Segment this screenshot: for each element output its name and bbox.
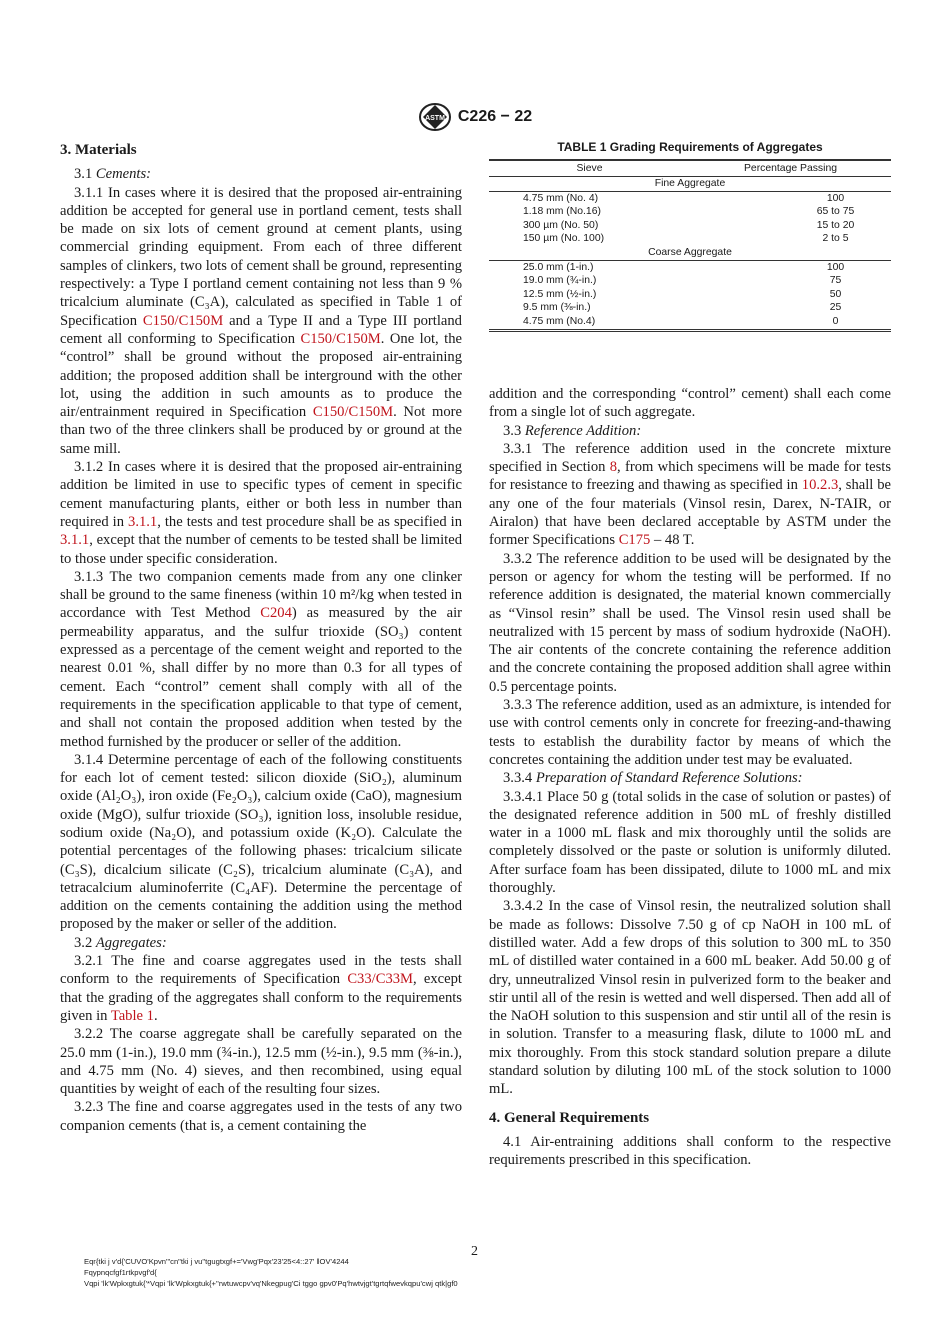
text-run: 3.3.4 bbox=[503, 770, 536, 787]
percentage-cell: 0 bbox=[832, 315, 839, 327]
paragraph bbox=[60, 952, 462, 1025]
text-run: , from which specimens will be made for tests for resistance to freezing and thawing as specified in bbox=[489, 459, 892, 494]
footer-license bbox=[84, 1256, 458, 1290]
footer-line: Eqr{tki j v'd{'CUVO'Kpvn'"cn"tki j vu"tgugtxgf+='Vwg'Pqx'23'25<4::27' ‖OV'4244 bbox=[84, 1257, 349, 1266]
paragraph bbox=[60, 184, 462, 458]
table-1 bbox=[489, 140, 891, 332]
text-run: 3.2 bbox=[74, 934, 96, 951]
cross-reference-link[interactable]: Table 1 bbox=[110, 1007, 154, 1024]
sieve-cell: 4.75 mm (No. 4) bbox=[523, 192, 599, 204]
paragraph bbox=[60, 458, 462, 568]
cross-reference-link[interactable]: C150/C150M bbox=[142, 312, 224, 329]
sieve-cell: 1.18 mm (No.16) bbox=[523, 206, 601, 218]
percentage-cell: 75 bbox=[829, 275, 842, 287]
text-run: ) as measured by the air permeability apparatus, and the sulfur trioxide (SO₃) content expressed as a percentage of the cement weight and reported to the nearest 0.01 %, shall differ by no more than 0.3 for all types of cement. Each “control” cement shall comply with all of the requirements in the specification applicable to that type of cement, and shall not contain the proposed addition when tested by the method furnished by the producer or seller of the addition. bbox=[60, 605, 462, 750]
percentage-cell: 15 to 20 bbox=[816, 219, 855, 231]
table-caption: TABLE 1 Grading Requirements of Aggregates bbox=[557, 140, 823, 154]
astm-logo bbox=[418, 102, 452, 132]
paragraph bbox=[489, 696, 891, 769]
text-run: . One lot, the “control” shall be ground without the proposed air-entraining addition; the proposed addition shall be interground with the other lot, using the addition in such amounts as to produce the air/entrainment required in Specification bbox=[60, 330, 462, 421]
italic-heading: Aggregates: bbox=[95, 934, 167, 951]
grading-table bbox=[489, 159, 891, 332]
footer-line: Vqpi 'lk'Wpkxgtuk{'*Vqpi 'lk'Wpkxgtuk{+''rwtuwcpv'vq'Nkegpug'Ci tggo gpv0'Pq'hwtvjgt'tgrtqfwevkqpu'cwj qtk|gf0 bbox=[84, 1279, 458, 1289]
percentage-cell: 100 bbox=[826, 261, 845, 273]
paragraph bbox=[60, 568, 462, 751]
paragraph bbox=[60, 1098, 462, 1135]
paragraph bbox=[489, 897, 891, 1098]
section-heading: 3. Materials bbox=[60, 142, 137, 158]
footer-line: Fqypnqcfgf1rtkpvgf'd{ bbox=[84, 1268, 157, 1278]
text-run: – 48 T. bbox=[650, 532, 695, 549]
text-run: 3.2.3 The fine and coarse aggregates used in the tests of any two companion cements (that is, a cement containing the bbox=[60, 1099, 462, 1134]
text-run: 3.3.4.1 Place 50 g (total solids in the case of solution or pastes) of the designated reference addition in 500 mL of freshly distilled water in a 1000 mL flask and mix thoroughly until the solids are completely dissolved or the paste or solution is uniformly diluted. After surface foam has been dissipated, dilute to 1000 mL and mix thoroughly. bbox=[489, 788, 891, 897]
group-label: Fine Aggregate bbox=[489, 177, 891, 192]
text-run: 3.2.1 The fine and coarse aggregates used in the tests shall conform to the requirements of Specification bbox=[60, 953, 462, 988]
percentage-cell: 65 to 75 bbox=[816, 206, 855, 218]
text-run: , except that the number of cements to be tested shall be limited to those under specific consideration. bbox=[60, 532, 462, 567]
cross-reference-link[interactable]: C150/C150M bbox=[312, 404, 394, 421]
sieve-cell: 12.5 mm (½-in.) bbox=[523, 288, 597, 300]
paragraph bbox=[60, 934, 462, 952]
cross-reference-link[interactable]: C204 bbox=[260, 605, 292, 622]
section-heading: 4. General Requirements bbox=[489, 1109, 650, 1126]
cross-reference-link[interactable]: C150/C150M bbox=[300, 330, 381, 347]
cross-reference-link[interactable]: 3.1.1 bbox=[128, 513, 158, 530]
text-run: 3.3.3 The reference addition, used as an admixture, is intended for use with control cements only in concrete for freezing-and-thawing tests to establish the durability factor by means of which the concretes containing the addition under test may be evaluated. bbox=[489, 697, 891, 768]
sieve-cell: 150 µm (No. 100) bbox=[523, 233, 605, 245]
text-run: , except that the grading of the aggregates shall conform to the requirements given in bbox=[60, 971, 462, 1024]
text-run: 3.1.2 In cases where it is desired that the proposed air-entraining addition be limited in use to specific types of cement in specific cement manufacturing plants, either or both less in number than required in bbox=[60, 459, 462, 530]
paragraph bbox=[489, 422, 891, 440]
text-run: 3.1.3 The two companion cements made from any one clinker shall be ground to the same fineness (within 10 m²/kg when tested in accordance with Test Method bbox=[60, 568, 462, 622]
table-row bbox=[489, 191, 891, 205]
cross-reference-link[interactable]: 8 bbox=[609, 459, 618, 476]
text-run: 3.3.2 The reference addition to be used will be designated by the person or agency for whom the testing will be performed. If no reference addition is designated, the material known commercially as “Vinsol resin” shall be used. The Vinsol resin used shall be neutralized with 15 percent by mass of sodium hydroxide (NaOH). The air contents of the concrete containing the reference addition and the concrete containing the proposed addition shall agree within 0.5 percentage points. bbox=[489, 550, 891, 695]
text-run: 3.3 bbox=[503, 422, 525, 439]
paragraph bbox=[60, 751, 462, 934]
paragraph bbox=[489, 440, 891, 550]
table-row bbox=[489, 205, 891, 219]
text-run: 3.2.2 The coarse aggregate shall be carefully separated on the 25.0 mm (1-in.), 19.0 mm (¾-in.), 12.5 mm (½-in.), 9.5 mm (⅜-in.), and 4.75 mm (No. 4) sieves, and then recombined, using equal quantities by weight of each of the resulting four sizes. bbox=[60, 1026, 462, 1098]
group-label: Coarse Aggregate bbox=[489, 246, 891, 260]
page-number: 2 bbox=[471, 1244, 478, 1259]
standard-designation: C226 − 22 bbox=[457, 108, 533, 125]
paragraph bbox=[60, 1025, 462, 1098]
text-run: 3.1.4 Determine percentage of each of the following constituents for each lot of cement tested: silicon dioxide (SiO₂), aluminum oxide (Al₂O₃), iron oxide (Fe₂O₃), calcium oxide (CaO), magnesium oxide (MgO), sulfur trioxide (SO₃), ignition loss, insoluble residue, sodium oxide (Na₂O), and potassium oxide (K₂O). Calculate the potential percentages of the following phases: tricalcium silicate (C₃S), dicalcium silicate (C₂S), tricalcium aluminate (C₃A), and tetracalcium aluminoferrite (C₄AF). Determine the percentage of addition on the cements containing the addition using the method proposed by the maker or seller of the addition. bbox=[60, 751, 462, 933]
paragraph bbox=[489, 769, 891, 787]
sieve-cell: 9.5 mm (⅜-in.) bbox=[523, 302, 591, 314]
cross-reference-link[interactable]: 10.2.3 bbox=[801, 477, 839, 494]
sieve-cell: 25.0 mm (1-in.) bbox=[523, 261, 594, 273]
table-group-row bbox=[489, 177, 891, 192]
paragraph bbox=[489, 550, 891, 696]
text-run: 3.3.4.2 In the case of Vinsol resin, the neutralized solution shall be made as follows: Dissolve 7.50 g of cp NaOH in 100 mL of distilled water. Add a few drops of this solution to 300 mL to 350 mL of distilled water contained in a 600 mL beaker. Add 50.00 g of dry, unneutralized Vinsol resin in pulverized form to the beaker and stir until all of the resin is wetted and well dispersed. Then add all of the NaOH solution to this suspension and stir until all of the resin is in solution. Transfer to a measuring flask, dilute to 1000 mL and mix thoroughly. From this stock standard solution prepare a dilute standard solution by diluting 100 mL of the stock solution to 1000 mL. bbox=[489, 898, 891, 1098]
italic-heading: Reference Addition: bbox=[524, 422, 642, 439]
cross-reference-link[interactable]: C33/C33M bbox=[347, 971, 414, 988]
paragraph bbox=[60, 165, 462, 183]
percentage-cell: 25 bbox=[829, 302, 842, 314]
table-row bbox=[489, 315, 891, 330]
paragraph bbox=[489, 788, 891, 898]
percentage-cell: 50 bbox=[829, 288, 842, 300]
sieve-cell: 300 µm (No. 50) bbox=[523, 219, 599, 231]
cross-reference-link[interactable]: 3.1.1 bbox=[60, 532, 90, 549]
text-run: addition and the corresponding “control” cement) shall each come from a single lot of such aggregate. bbox=[489, 386, 891, 421]
text-run: , the tests and test procedure shall be as specified in bbox=[157, 513, 462, 530]
percentage-cell: 100 bbox=[826, 192, 845, 204]
table-group-row bbox=[489, 246, 891, 260]
table-row bbox=[489, 260, 891, 274]
italic-heading: Cements: bbox=[95, 166, 152, 183]
sieve-cell: 19.0 mm (¾-in.) bbox=[523, 275, 597, 287]
table-row bbox=[489, 232, 891, 246]
text-run: . bbox=[153, 1007, 158, 1024]
sieve-cell: 4.75 mm (No.4) bbox=[523, 315, 596, 327]
table-row bbox=[489, 301, 891, 315]
column-header-sieve: Sieve bbox=[489, 160, 690, 177]
right-column bbox=[489, 385, 891, 1169]
table-row bbox=[489, 274, 891, 288]
text-run: 3.1 bbox=[74, 166, 96, 183]
text-run: 3.3.1 The reference addition used in the concrete mixture specified in Section bbox=[489, 440, 891, 476]
text-run: , shall be any one of the four materials (Vinsol resin, Darex, N-TAIR, or Airalon) that have been declared acceptable by ASTM under the former Specifications bbox=[489, 477, 891, 549]
table-row bbox=[489, 219, 891, 233]
italic-heading: Preparation of Standard Reference Solutions: bbox=[535, 770, 803, 787]
text-run: . Not more than two of the three clinkers shall be produced by or ground at the same mill. bbox=[60, 404, 462, 457]
table-row bbox=[489, 288, 891, 302]
text-run: and a Type II and a Type III portland cement all conforming to Specification bbox=[60, 312, 462, 347]
page-header bbox=[0, 102, 950, 132]
percentage-cell: 2 to 5 bbox=[822, 233, 849, 245]
left-column bbox=[60, 141, 462, 1135]
paragraph bbox=[489, 1133, 891, 1170]
text-run: 4.1 Air-entraining additions shall conform to the respective requirements prescribed in this specification. bbox=[489, 1133, 891, 1169]
svg-text:ASTM: ASTM bbox=[424, 115, 445, 122]
cross-reference-link[interactable]: C175 bbox=[618, 532, 651, 549]
continued-paragraph bbox=[489, 385, 891, 422]
column-header-percentage: Percentage Passing bbox=[690, 160, 891, 177]
text-run: 3.1.1 In cases where it is desired that the proposed air-entraining addition be accepted for general use in portland cement, tests shall be made on six lots of cement ground at cement plants, using commercial grinding equipment. From each of three different samples of clinkers, two lots of cement shall be ground, representing respectively: a Type I portland cement containing not less than 9 % tricalcium aluminate (C₃A), calculated as specified in Table 1 of Specification bbox=[60, 184, 462, 329]
